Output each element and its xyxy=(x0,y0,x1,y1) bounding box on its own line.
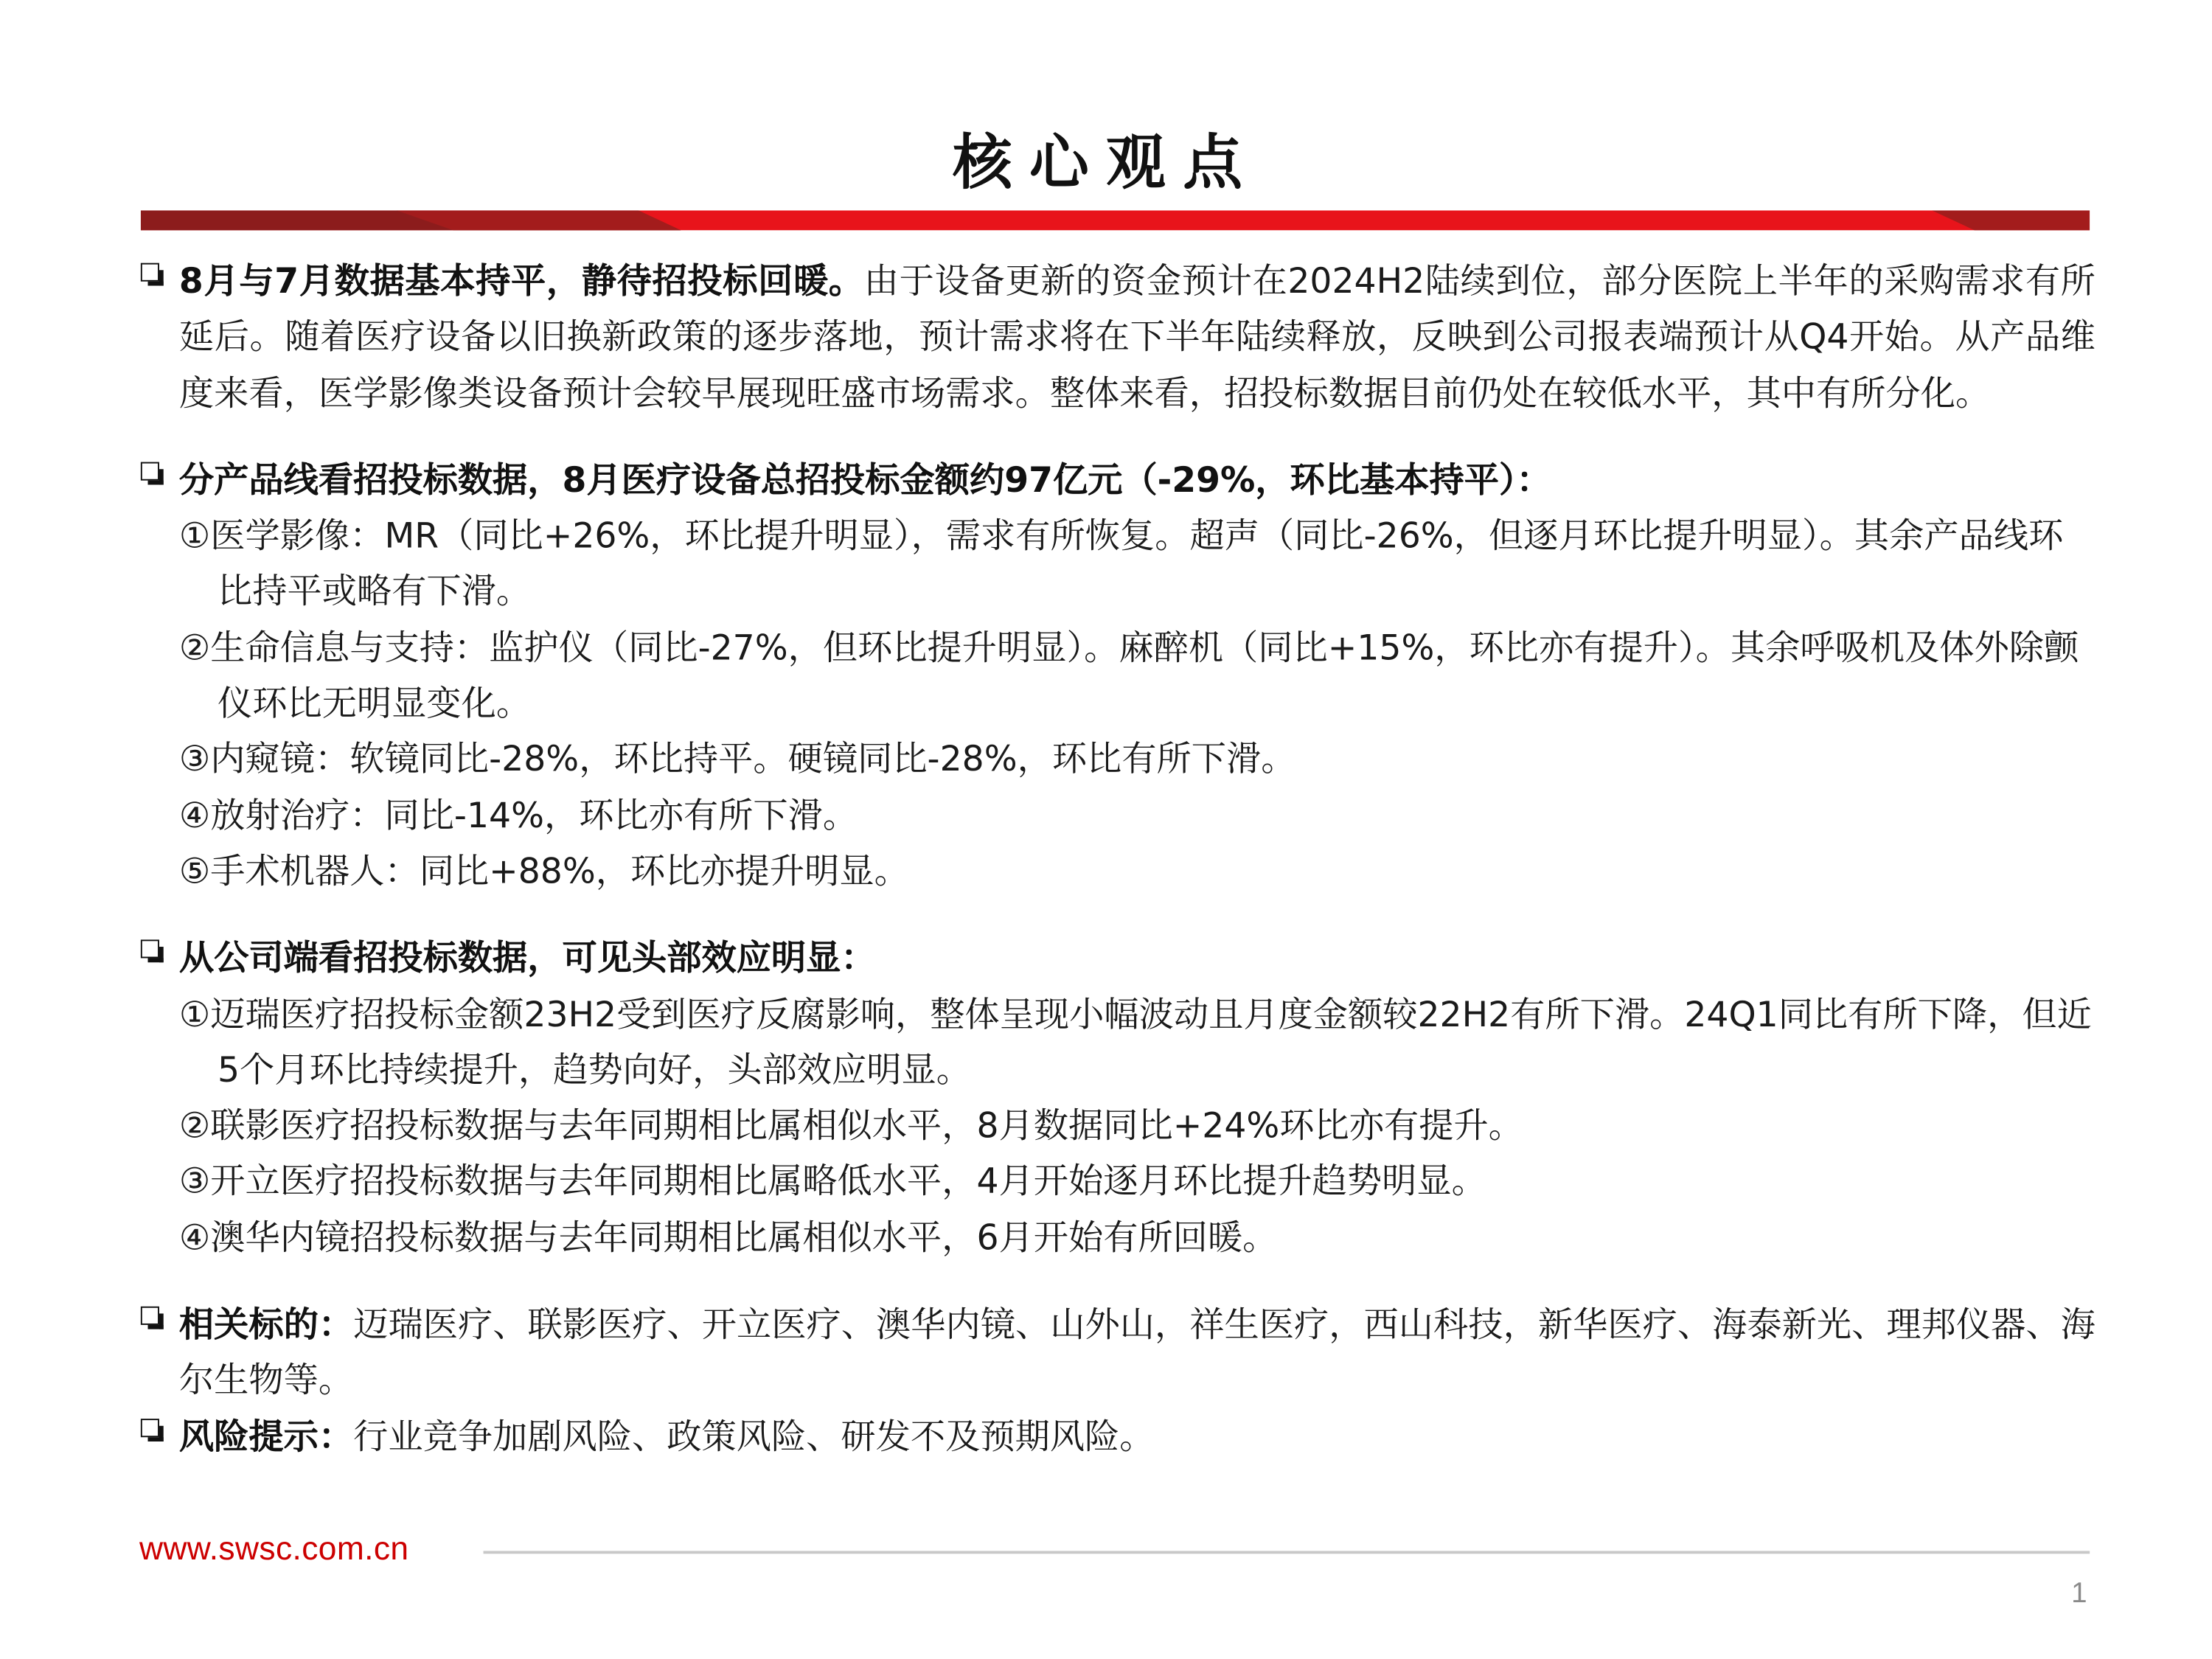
section-body: 迈瑞医疗、联影医疗、开立医疗、澳华内镜、山外山，祥生医疗，西山科技，新华医疗、海泰新光、理邦仪器、海尔生物等。 xyxy=(178,1304,2096,1401)
section-lead: 相关标的： xyxy=(178,1304,354,1345)
section-lead: 从公司端看招投标数据，可见头部效应明显： xyxy=(178,937,876,978)
section-lead: 分产品线看招投标数据，8月医疗设备总招投标金额约97亿元（-29%，环比基本持平）： xyxy=(178,459,1551,501)
section-related-stocks xyxy=(141,1296,2096,1408)
list-item: ②生命信息与支持：监护仪（同比-27%，但环比提升明显）。麻醉机（同比+15%，环比亦有提升）。其余呼吸机及体外除颤仪环比无明显变化。 xyxy=(178,626,2079,724)
list-item: ④澳华内镜招投标数据与去年同期相比属相似水平，6月开始有所回暖。 xyxy=(178,1216,1278,1258)
footer-website-link[interactable]: www.swsc.com.cn xyxy=(139,1529,409,1567)
checkbox-bullet-icon xyxy=(141,940,159,959)
section-paragraph xyxy=(179,1408,2096,1464)
section-lead: 8月与7月数据基本持平，静待招投标回暖。 xyxy=(178,260,864,302)
section-companies xyxy=(141,930,2096,1265)
checkbox-bullet-icon xyxy=(141,263,159,282)
checkbox-bullet-icon xyxy=(141,1418,159,1436)
footer-divider xyxy=(484,1551,2090,1554)
section-risk xyxy=(141,1408,2096,1464)
list-item: ①医学影像：MR（同比+26%，环比提升明显），需求有所恢复。超声（同比-26%，但逐月环比提升明显）。其余产品线环比持平或略有下滑。 xyxy=(178,515,2064,612)
list-item: ③开立医疗招投标数据与去年同期相比属略低水平，4月开始逐月环比提升趋势明显。 xyxy=(178,1161,1486,1203)
section-lead: 风险提示： xyxy=(178,1415,354,1457)
list-item: ②联影医疗招投标数据与去年同期相比属相似水平，8月数据同比+24%环比亦有提升。 xyxy=(178,1105,1523,1147)
checkbox-bullet-icon xyxy=(141,1307,159,1325)
title-divider-bar xyxy=(141,210,2090,230)
section-product-lines xyxy=(141,452,2096,899)
section-paragraph xyxy=(179,253,2096,420)
section-summary xyxy=(141,253,2096,420)
list-item: ③内窥镜：软镜同比-28%，环比持平。硬镜同比-28%，环比有所下滑。 xyxy=(178,738,1296,780)
page-title: 核心观点 xyxy=(952,128,1260,198)
list-item: ④放射治疗：同比-14%，环比亦有所下滑。 xyxy=(178,794,858,836)
checkbox-bullet-icon xyxy=(141,462,159,480)
content-area xyxy=(141,253,2096,1464)
list-item: ①迈瑞医疗招投标金额23H2受到医疗反腐影响，整体呈现小幅波动且月度金额较22H2有所下滑。24Q1同比有所下降，但近5个月环比持续提升，趋势向好，头部效应明显。 xyxy=(178,992,2092,1091)
section-body: 由于设备更新的资金预计在2024H2陆续到位，部分医院上半年的采购需求有所延后。随着医疗设备以旧换新政策的逐步落地，预计需求将在下半年陆续释放，反映到公司报表端预计从Q4开始。从产品维度来看，医学影像类设备预计会较早展现旺盛市场需求。整体来看，招投标数据目前仍处在较低水平，其中有所分化。 xyxy=(178,260,2096,414)
section-body: 行业竞争加剧风险、政策风险、研发不及预期风险。 xyxy=(353,1415,1155,1457)
page-number: 1 xyxy=(2071,1578,2087,1610)
list-item: ⑤手术机器人：同比+88%，环比亦提升明显。 xyxy=(178,849,909,891)
section-paragraph xyxy=(179,1296,2096,1408)
